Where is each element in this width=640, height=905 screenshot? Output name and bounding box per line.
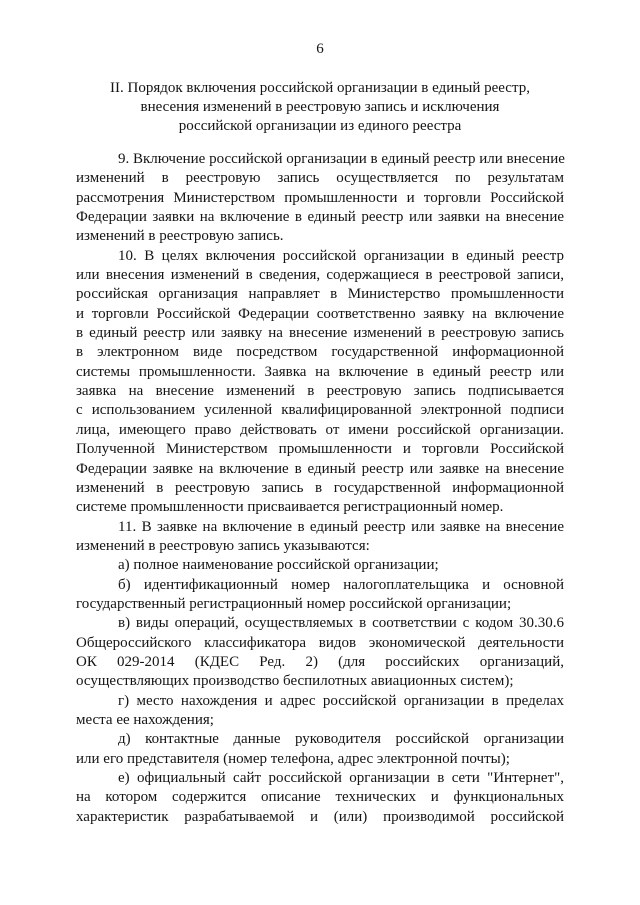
text-line: на котором содержится описание технических и функциональных	[76, 789, 564, 806]
text-line: Полученной Министерством промышленности и торговли Российской	[76, 441, 564, 458]
paragraph-p11a	[76, 556, 564, 575]
text-line: рассмотрения Министерством промышленности и торговли Российской	[76, 189, 564, 206]
text-line: системы промышленности. Заявка на включение в единый реестр или	[76, 363, 564, 380]
text-line: места ее нахождения;	[76, 711, 214, 728]
page-number: 6	[316, 41, 324, 57]
text-line: г) место нахождения и адрес российской организации в пределах	[118, 692, 564, 709]
text-line: с использованием усиленной квалифицированной электронной подписи	[76, 402, 564, 419]
text-line: 11. В заявке на включение в единый реестр или заявке на внесение	[118, 518, 564, 535]
paragraph-p9	[76, 150, 564, 247]
text-line: в электронном виде посредством государственной информационной	[76, 344, 564, 361]
section-heading	[76, 79, 564, 136]
paragraph-p11e	[76, 769, 564, 827]
text-line: в единый реестр или заявку на внесение изменений в реестровую запись	[76, 325, 564, 342]
text-line: или его представителя (номер телефона, адрес электронной почты);	[76, 750, 510, 767]
text-line: а) полное наименование российской организации;	[118, 557, 439, 574]
paragraph-p11v	[76, 614, 564, 691]
text-line: российская организация направляет в Министерство промышленности	[76, 286, 564, 303]
document-body	[76, 150, 564, 827]
text-line: характеристик разрабатываемой и (или) производимой российской	[76, 808, 564, 825]
text-line: 9. Включение российской организации в единый реестр или внесение	[118, 151, 565, 167]
section-heading-line: российской организации из единого реестра	[178, 118, 462, 134]
paragraph-p11b	[76, 576, 564, 615]
text-line: заявка на внесение изменений в реестровую запись подписывается	[76, 383, 564, 400]
text-line: изменений в реестровую запись указываются:	[76, 537, 370, 554]
text-line: е) официальный сайт российской организации в сети "Интернет",	[118, 770, 564, 786]
text-line: и торговли Российской Федерации соответственно заявку на включение	[76, 305, 564, 322]
text-line: д) контактные данные руководителя российской организации	[118, 731, 564, 748]
paragraph-p11d	[76, 730, 564, 769]
text-line: изменений в реестровую запись.	[76, 228, 284, 245]
text-line: или внесения изменений в сведения, содержащиеся в реестровой записи,	[76, 267, 564, 284]
paragraph-p10	[76, 247, 564, 518]
paragraph-p11	[76, 518, 564, 557]
text-line: ОК 029-2014 (КДЕС Ред. 2) (для российских организаций,	[76, 653, 564, 670]
text-line: Общероссийского классификатора видов экономической деятельности	[76, 634, 564, 651]
section-heading-line: II. Порядок включения российской организации в единый реестр,	[110, 80, 530, 96]
text-line: в) виды операций, осуществляемых в соответствии с кодом 30.30.6	[118, 615, 564, 632]
text-line: осуществляющих производство беспилотных авиационных систем);	[76, 673, 514, 690]
text-line: Федерации заявки на включение в единый реестр или заявки на внесение	[76, 209, 564, 226]
text-line: изменений в реестровую запись в государственной информационной	[76, 479, 564, 496]
text-line: 10. В целях включения российской организации в единый реестр	[118, 247, 564, 264]
paragraph-p11g	[76, 692, 564, 731]
text-line: Федерации заявке на включение в единый реестр или заявке на внесение	[76, 460, 564, 477]
text-line: государственный регистрационный номер российской организации;	[76, 595, 512, 612]
text-line: б) идентификационный номер налогоплательщика и основной	[118, 576, 564, 593]
text-line: системе промышленности присваивается регистрационный номер.	[76, 499, 504, 516]
text-line: изменений в реестровую запись осуществляется по результатам	[76, 170, 564, 187]
text-line: лица, имеющего право действовать от имени российской организации.	[76, 421, 564, 438]
section-heading-line: внесения изменений в реестровую запись и исключения	[140, 99, 500, 115]
